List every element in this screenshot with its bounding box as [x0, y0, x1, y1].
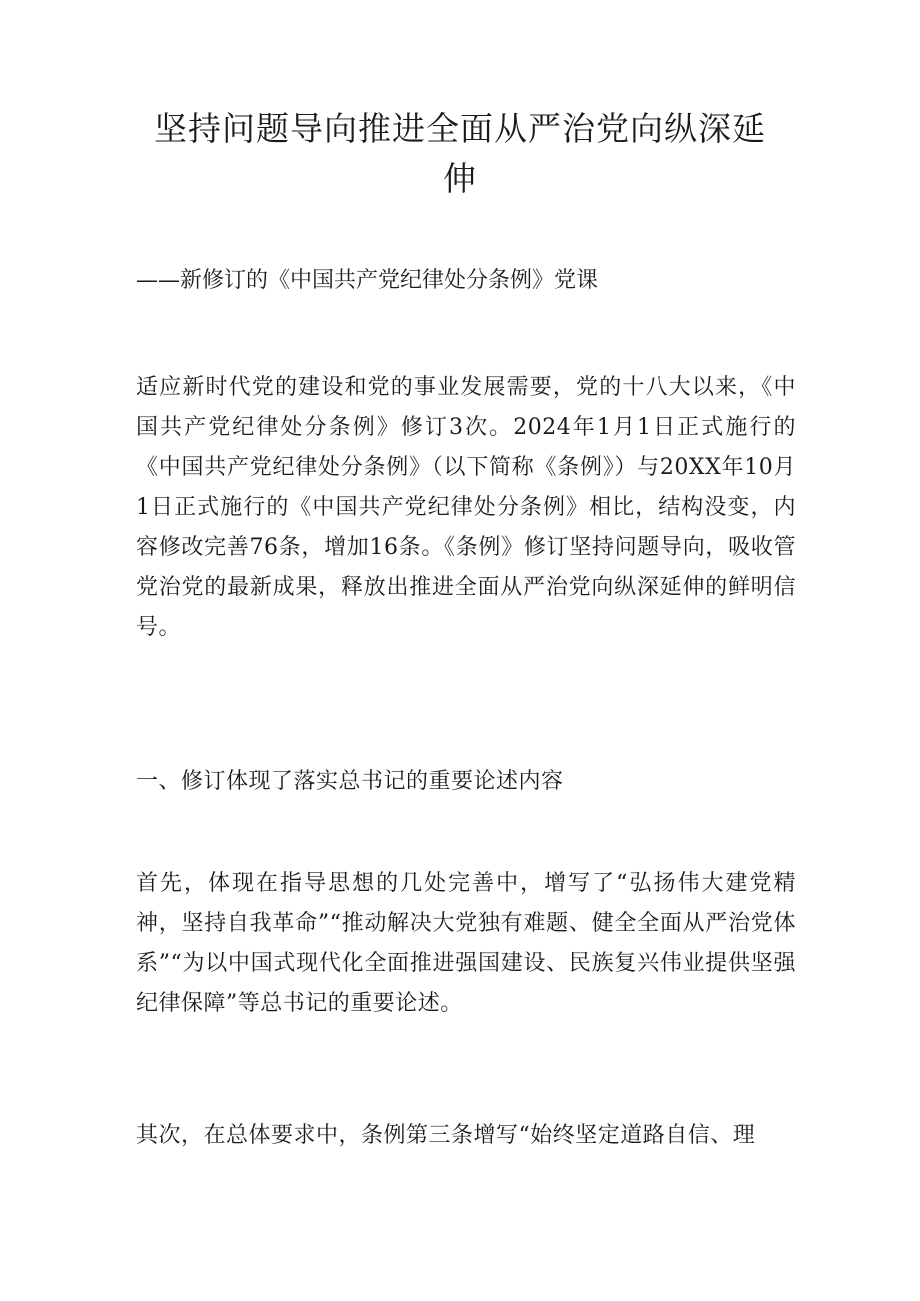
intro-paragraph: 适应新时代党的建设和党的事业发展需要，党的十八大以来，《中国共产党纪律处分条例》修订3次。2024年1月1日正式施行的《中国共产党纪律处分条例》（以下简称《条例》）与20XX年10月1日正式施行的《中国共产党纪律处分条例》相比，结构没变，内容修改完善76条，增加16条。《条例》修订坚持问题导向，吸收管党治党的最新成果，释放出推进全面从严治党向纵深延伸的鲜明信号。	[136, 375, 796, 640]
section-paragraph-second: 其次，在总体要求中，条例第三条增写“始终坚定道路自信、理	[136, 1123, 756, 1148]
section-heading: 一、修订体现了落实总书记的重要论述内容	[136, 769, 564, 794]
document-title: 坚持问题导向推进全面从严治党向纵深延伸	[154, 109, 766, 198]
section-paragraph-first: 首先，体现在指导思想的几处完善中，增写了“弘扬伟大建党精神，坚持自我革命”“推动解决大党独有难题、健全全面从严治党体系”“为以中国式现代化全面推进强国建设、民族复兴伟业提供坚强纪律保障”等总书记的重要论述。	[136, 871, 796, 1016]
document-subtitle: ——新修订的《中国共产党纪律处分条例》党课	[136, 268, 599, 293]
